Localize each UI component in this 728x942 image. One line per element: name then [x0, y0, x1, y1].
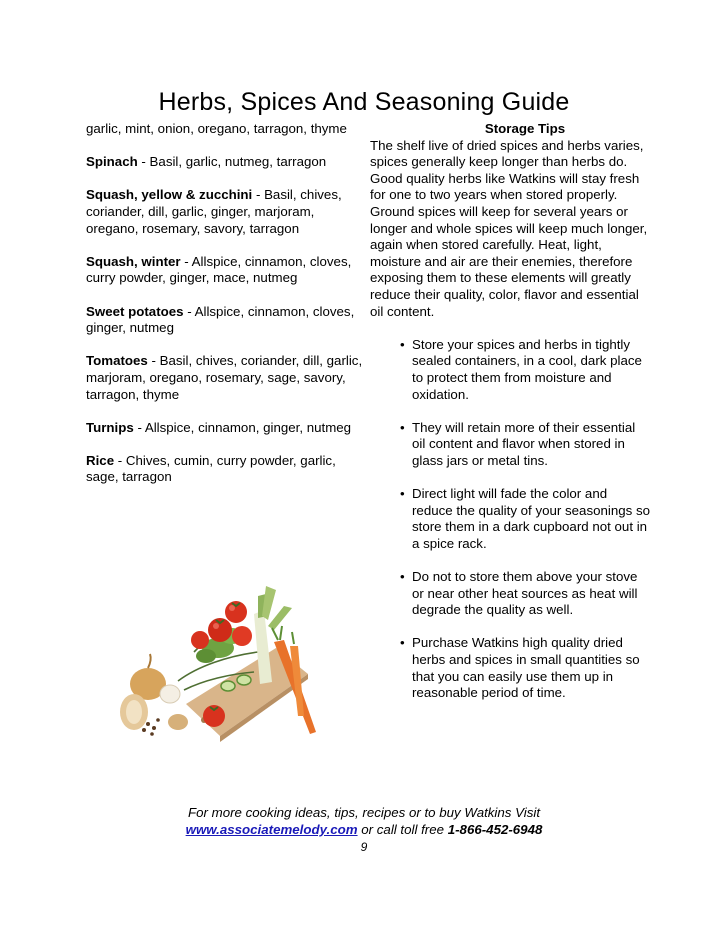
tip-item	[370, 420, 650, 470]
entry-squash-yellow	[86, 187, 366, 237]
entry-name: Tomatoes	[86, 353, 148, 369]
storage-tips-intro: The shelf live of dried spices and herbs varies, spices generally keep longer than herbs do. Good quality herbs like Watkins will stay fresh for one to two years when stored properly. Ground spices will keep for several years or longer and whole spices will keep much longer, again when stored carefully. Heat, light, moisture and air are their enemies, therefore exposing them to these elements will greatly reduce their quality, color, flavor and essential oil content.	[370, 137, 648, 319]
tip-text: Direct light will fade the color and reduce the quality of your seasonings so store them in a dark cupboard not out in a spice rack.	[412, 486, 651, 551]
footer-middle-text: or call toll free	[357, 822, 448, 837]
entry-text: - Basil, garlic, nutmeg, tarragon	[137, 154, 327, 170]
entry-name: Spinach	[86, 154, 138, 170]
storage-tips-list	[370, 337, 650, 702]
website-link[interactable]: www.associatemelody.com	[185, 822, 358, 837]
entry-text: - Basil, chives, coriander, dill, garlic, marjoram, oregano, rosemary, sage, savory, tarragon, thyme	[86, 353, 363, 402]
tip-text: They will retain more of their essential oil content and flavor when stored in glass jars or metal tins.	[412, 419, 636, 468]
entry-spinach	[86, 154, 366, 171]
page-title: Herbs, Spices And Seasoning Guide	[158, 88, 570, 116]
bullet-icon: •	[400, 419, 405, 435]
entry-name: Squash, winter	[86, 253, 181, 269]
bullet-icon: •	[400, 486, 405, 502]
entry-name: Rice	[86, 452, 115, 468]
entry-name: Sweet potatoes	[86, 303, 184, 319]
tip-text: Do not to store them above your stove or near other heat sources as heat will degrade the quality as well.	[412, 569, 638, 618]
tip-text: Purchase Watkins high quality dried herbs and spices in small quantities so that you can easily use them up in reasonable period of time.	[412, 635, 640, 701]
footer	[0, 804, 728, 838]
entry-text: - Basil, chives, coriander, dill, garlic, ginger, marjoram, oregano, rosemary, savory, tarragon	[86, 187, 342, 236]
tip-item	[370, 569, 650, 619]
entry-text: - Allspice, cinnamon, cloves, curry powder, ginger, mace, nutmeg	[86, 253, 352, 286]
entry-text: - Allspice, cinnamon, cloves, ginger, nutmeg	[86, 303, 355, 336]
entry-rice	[86, 453, 366, 486]
entry-name: Squash, yellow & zucchini	[86, 187, 253, 203]
continued-entry: garlic, mint, onion, oregano, tarragon, thyme	[86, 121, 347, 136]
page-number: 9	[360, 840, 368, 854]
entry-text: - Chives, cumin, curry powder, garlic, sage, tarragon	[86, 452, 336, 485]
footer-line-1: For more cooking ideas, tips, recipes or to buy Watkins Visit	[187, 805, 541, 820]
storage-tips-heading: Storage Tips	[484, 121, 566, 136]
vegetables-photo	[108, 586, 320, 766]
entry-turnips	[86, 420, 366, 437]
entry-text: - Allspice, cinnamon, ginger, nutmeg	[133, 419, 352, 435]
seasoning-list	[86, 121, 366, 503]
phone-number: 1-866-452-6948	[447, 822, 543, 837]
tip-item	[370, 486, 650, 552]
bullet-icon: •	[400, 635, 405, 651]
entry-tomatoes	[86, 353, 366, 403]
tip-item	[370, 635, 650, 701]
entry-sweet-potatoes	[86, 304, 366, 337]
bullet-icon: •	[400, 336, 405, 352]
garlic-icon	[160, 685, 180, 703]
footer-line-2	[0, 821, 728, 838]
bullet-icon: •	[400, 569, 405, 585]
storage-tips	[370, 121, 650, 718]
tip-text: Store your spices and herbs in tightly sealed containers, in a cool, dark place to protect them from moisture and oxidation.	[412, 336, 642, 402]
entry-name: Turnips	[86, 419, 134, 435]
tip-item	[370, 337, 650, 403]
entry-squash-winter	[86, 254, 366, 287]
